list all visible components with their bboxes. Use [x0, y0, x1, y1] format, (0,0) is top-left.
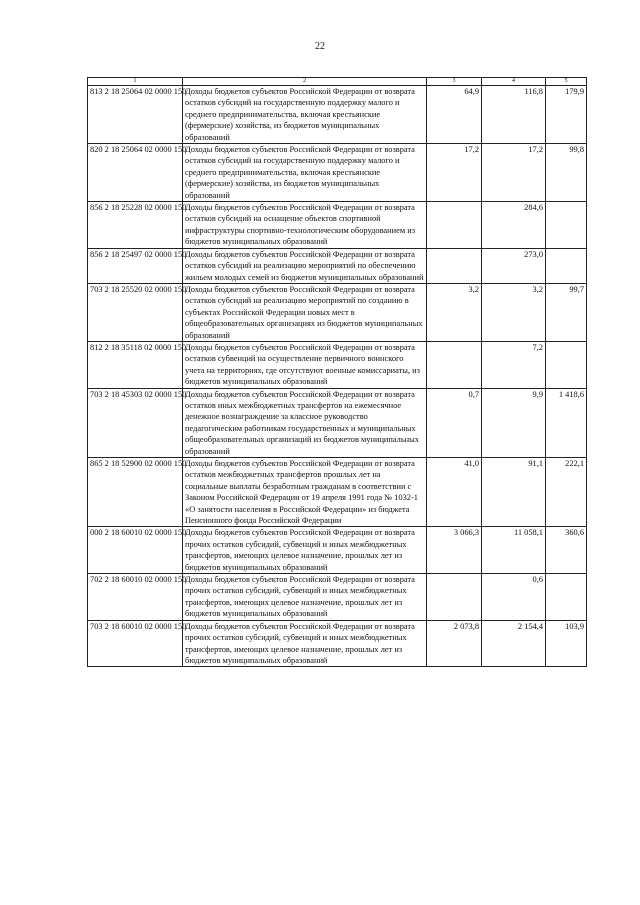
value-column-4: 273,0	[482, 248, 546, 283]
value-column-3	[427, 202, 482, 249]
value-column-3: 64,9	[427, 86, 482, 144]
budget-code: 703 2 18 60010 02 0000 150	[88, 620, 183, 667]
value-column-3: 3,2	[427, 283, 482, 341]
income-description: Доходы бюджетов субъектов Российской Федерации от возврата остатков субвенций на осуществление первичного воинского учета на территориях, где отсутствуют военные комиссариаты, из бюджетов муниципальных образований	[183, 341, 427, 388]
income-description: Доходы бюджетов субъектов Российской Федерации от возврата остатков субсидий на реализацию мероприятий по обеспечению жильем молодых семей из бюджетов муниципальных образований	[183, 248, 427, 283]
column-number: 3	[427, 78, 482, 86]
budget-code: 703 2 18 45303 02 0000 150	[88, 388, 183, 457]
value-column-5: 99,7	[546, 283, 587, 341]
value-column-4: 116,8	[482, 86, 546, 144]
table-row	[88, 86, 587, 144]
budget-table	[87, 77, 587, 667]
budget-code: 000 2 18 60010 02 0000 150	[88, 527, 183, 574]
value-column-5: 103,9	[546, 620, 587, 667]
budget-code: 856 2 18 25228 02 0000 150	[88, 202, 183, 249]
table-row	[88, 388, 587, 457]
value-column-5: 1 418,6	[546, 388, 587, 457]
table-row	[88, 248, 587, 283]
table-row	[88, 202, 587, 249]
column-number: 1	[88, 78, 183, 86]
value-column-5: 99,8	[546, 144, 587, 202]
column-number-row	[88, 78, 587, 86]
budget-code: 812 2 18 35118 02 0000 150	[88, 341, 183, 388]
table-row	[88, 574, 587, 621]
column-number: 4	[482, 78, 546, 86]
income-description: Доходы бюджетов субъектов Российской Федерации от возврата остатков иных межбюджетных трансфертов на ежемесячное денежное вознаграждение за классное руководство педагогическим работникам государственных и муниципальных общеобразовательных организаций из бюджетов муниципальных образований	[183, 388, 427, 457]
value-column-4: 91,1	[482, 458, 546, 527]
value-column-4: 284,6	[482, 202, 546, 249]
table-row	[88, 458, 587, 527]
income-description: Доходы бюджетов субъектов Российской Федерации от возврата остатков межбюджетных трансфертов прошлых лет на социальные выплаты безработным гражданам в соответствии с Законом Российской Федерации от 19 апреля 1991 года № 1032-1 «О занятости населения в Российской Федерации» из бюджета Пенсионного фонда Российской Федерации	[183, 458, 427, 527]
value-column-3: 41,0	[427, 458, 482, 527]
income-description: Доходы бюджетов субъектов Российской Федерации от возврата остатков субсидий на государственную поддержку малого и среднего предпринимательства, включая крестьянские (фермерские) хозяйства, из бюджетов муниципальных образований	[183, 144, 427, 202]
income-description: Доходы бюджетов субъектов Российской Федерации от возврата остатков субсидий на государственную поддержку малого и среднего предпринимательства, включая крестьянские (фермерские) хозяйства, из бюджетов муниципальных образований	[183, 86, 427, 144]
value-column-5: 360,6	[546, 527, 587, 574]
table-row	[88, 620, 587, 667]
table-row	[88, 527, 587, 574]
value-column-4: 3,2	[482, 283, 546, 341]
income-description: Доходы бюджетов субъектов Российской Федерации от возврата прочих остатков субсидий, субвенций и иных межбюджетных трансфертов, имеющих целевое назначение, прошлых лет из бюджетов муниципальных образований	[183, 527, 427, 574]
value-column-3: 3 066,3	[427, 527, 482, 574]
value-column-5	[546, 248, 587, 283]
page-number: 22	[315, 41, 325, 52]
table-row	[88, 144, 587, 202]
value-column-4: 9,9	[482, 388, 546, 457]
value-column-3: 17,2	[427, 144, 482, 202]
value-column-4: 11 058,1	[482, 527, 546, 574]
budget-code: 820 2 18 25064 02 0000 150	[88, 144, 183, 202]
budget-code: 856 2 18 25497 02 0000 150	[88, 248, 183, 283]
value-column-3: 0,7	[427, 388, 482, 457]
income-description: Доходы бюджетов субъектов Российской Федерации от возврата остатков субсидий на оснащение объектов спортивной инфраструктуры спортивно-технологическим оборудованием из бюджетов муниципальных образований	[183, 202, 427, 249]
value-column-5	[546, 202, 587, 249]
value-column-5: 179,9	[546, 86, 587, 144]
budget-code: 865 2 18 52900 02 0000 150	[88, 458, 183, 527]
value-column-5	[546, 574, 587, 621]
value-column-3	[427, 341, 482, 388]
budget-code: 703 2 18 25520 02 0000 150	[88, 283, 183, 341]
column-number: 2	[183, 78, 427, 86]
value-column-3: 2 073,8	[427, 620, 482, 667]
value-column-4: 0,6	[482, 574, 546, 621]
value-column-5	[546, 341, 587, 388]
value-column-5: 222,1	[546, 458, 587, 527]
budget-code: 702 2 18 60010 02 0000 150	[88, 574, 183, 621]
income-description: Доходы бюджетов субъектов Российской Федерации от возврата прочих остатков субсидий, субвенций и иных межбюджетных трансфертов, имеющих целевое назначение, прошлых лет из бюджетов муниципальных образований	[183, 574, 427, 621]
table-row	[88, 283, 587, 341]
column-number: 5	[546, 78, 587, 86]
value-column-3	[427, 574, 482, 621]
value-column-4: 17,2	[482, 144, 546, 202]
budget-code: 813 2 18 25064 02 0000 150	[88, 86, 183, 144]
income-description: Доходы бюджетов субъектов Российской Федерации от возврата прочих остатков субсидий, субвенций и иных межбюджетных трансфертов, имеющих целевое назначение, прошлых лет из бюджетов муниципальных образований	[183, 620, 427, 667]
income-description: Доходы бюджетов субъектов Российской Федерации от возврата остатков субсидий на реализацию мероприятий по созданию в субъектах Российской Федерации новых мест в общеобразовательных организациях из бюджетов муниципальных образований	[183, 283, 427, 341]
table-row	[88, 341, 587, 388]
value-column-4: 2 154,4	[482, 620, 546, 667]
value-column-3	[427, 248, 482, 283]
value-column-4: 7,2	[482, 341, 546, 388]
